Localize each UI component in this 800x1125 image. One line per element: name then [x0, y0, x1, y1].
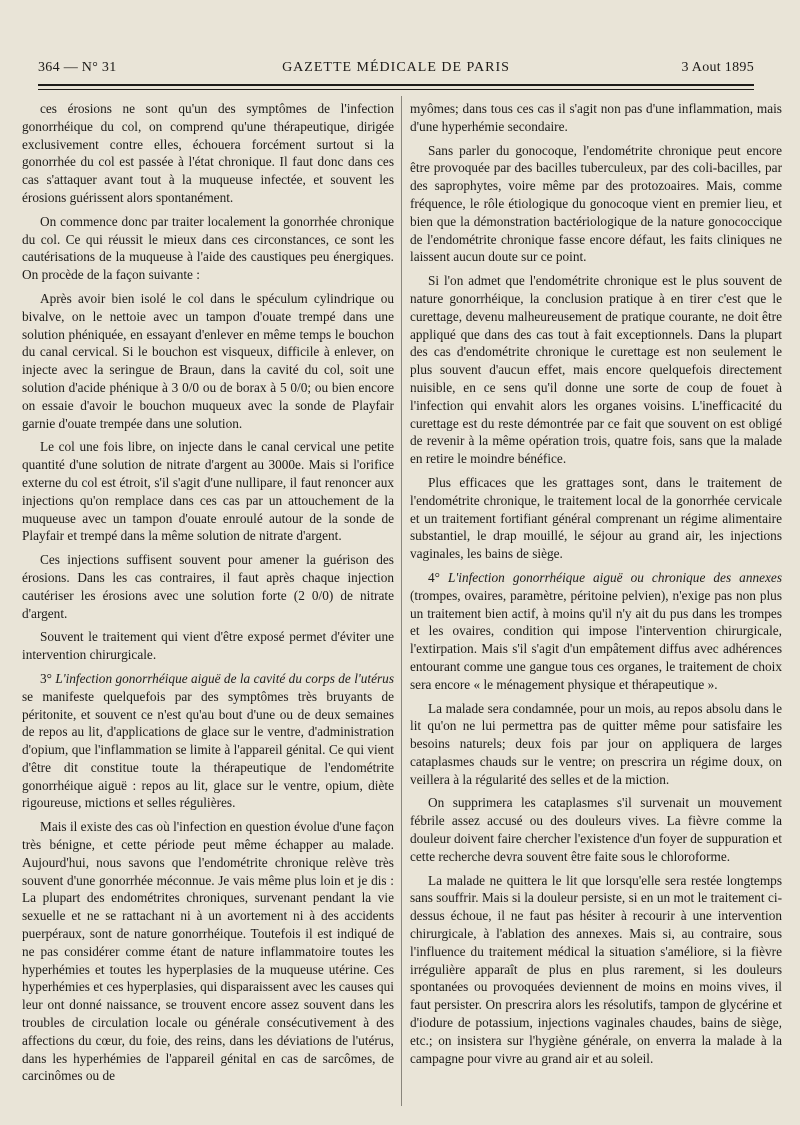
paragraph: [410, 142, 782, 267]
paragraph-text: Si l'on admet que l'endométrite chronique est le plus souvent de nature gonorrhéique, la conclusion pratique à en tirer c'est que le curettage, devenu malheureusement de pratique courante, ne doit être appliqué que dans des cas tout à fait exceptionnels. Dans la plupart des cas d'endométrite chronique le curettage est non seulement le plus souvent d'aucun effet, mais encore quelquefois directement nuisible, en ce sens qu'il donne une sorte de coup de fouet à l'infection qui envahit alors les organes voisins. L'inefficacité du curettage est du reste démontrée par ce fait que souvent on est obligé de revenir à la même opération trois, quatre fois, sans que la malade en retire le moindre bénéfice.: [410, 273, 782, 467]
paragraph: [22, 628, 394, 664]
paragraph-text: On commence donc par traiter localement la gonorrhée chronique du col. Ce qui réussit le mieux dans ces circonstances, ce sont les cautérisations de la muqueuse à l'aide des caustiques peu énergiques. On procède de la façon suivante :: [22, 213, 394, 283]
page-issue-number: 364 — N° 31: [38, 60, 117, 75]
paragraph: [22, 100, 394, 207]
paragraph: [410, 272, 782, 468]
paragraph: [410, 100, 782, 136]
paragraph-text: On supprimera les cataplasmes s'il survenait un mouvement fébrile assez accusé ou des douleurs vives. La fièvre comme la douleur doivent faire chercher l'existence d'un foyer de suppuration et cette recherche devra souvent être faite sous le chloroforme.: [410, 795, 782, 864]
section-number: 3°: [40, 670, 56, 686]
section-number: 4°: [428, 569, 449, 585]
paragraph: [22, 213, 394, 284]
paragraph-text: Sans parler du gonocoque, l'endométrite chronique peut encore être provoquée par des bacilles tuberculeux, par des coli-bacilles, par des saprophytes, voire même par des protozoaires. Mais, comme fréquence, le rôle étiologique du gonocoque vient en premier lieu, et bien que la démonstration bactériologique de la nature gonococcique de l'endométrite chronique fasse encore défaut, les faits cliniques ne laissent aucun doute sur ce point.: [410, 142, 782, 265]
paragraph-text: La malade sera condamnée, pour un mois, au repos absolu dans le lit qu'on ne lui permettra pas de quitter même pour satisfaire les besoins naturels; deux fois par jour on appliquera de larges cataplasmes chauds sur le ventre; on prescrira un régime doux, on veillera à la régularité des selles et de la miction.: [410, 700, 782, 787]
paragraph: [410, 794, 782, 865]
journal-title: GAZETTE MÉDICALE DE PARIS: [282, 60, 510, 75]
paragraph-text: Souvent le traitement qui vient d'être exposé permet d'éviter une intervention chirurgicale.: [22, 629, 394, 663]
paragraph: [22, 818, 394, 1085]
header-rule-thin: [38, 89, 754, 90]
paragraph: [410, 872, 782, 1068]
running-header: [38, 60, 754, 82]
section-heading-italic: L'infection gonorrhéique aiguë de la cavité du corps de l'utérus: [55, 670, 394, 686]
paragraph: [22, 438, 394, 545]
right-text-column: [410, 100, 782, 1110]
paragraph-text: (trompes, ovaires, paramètre, péritoine pelvien), n'exige pas non plus un traitement bien actif, à moins qu'il n'y ait du pus dans les trompes et les ovaires, condition qui impose l'intervention chirurgicale, l'extirpation. Mais s'il s'agit d'un empâtement diffus avec adhérences entourant comme une gangue tous ces organes, le traitement de choix sera encore « le ménagement physique et thérapeutique ».: [410, 587, 782, 692]
paragraph: [410, 700, 782, 789]
paragraph: [22, 670, 394, 812]
paragraph: [22, 551, 394, 622]
column-divider: [401, 96, 402, 1106]
header-rule-thick: [38, 84, 754, 86]
paragraph: [22, 290, 394, 432]
paragraph-text: Le col une fois libre, on injecte dans le canal cervical une petite quantité d'une solution de nitrate d'argent au 3000e. Mais si l'orifice externe du col est étroit, s'il s'agit d'une nullipare, il faut renoncer aux injections qu'on remplace dans ces cas par un attouchement de la muqueuse avec un tampon d'ouate enroulé autour de la sonde de Playfair et trempé dans la même solution de nitrate d'argent.: [22, 439, 394, 544]
paragraph-text: Mais il existe des cas où l'infection en question évolue d'une façon très bénigne, et cette période peut même échapper au malade. Aujourd'hui, nous savons que l'endométrite chronique relève très souvent d'une gonorrhée méconnue. Je vais même plus loin et je dis : La plupart des endométrites chroniques, survenant pendant la vie sexuelle et ne se rattachant ni à un avortement ni à des accidents puerpéraux, sont de nature gonorrhéique. Toutefois il est indiqué de ne pas considérer comme étant de nature inflammatoire toutes les hyperhémies et toutes les hyperplasies de la muqueuse utérine. Ces hyperhémies et ces hyperplasies, qui disparaissent avec les causes qui leur ont donné naissance, se trouvent encore assez souvent dans les troubles de circulation locale ou générale consécutivement à des affections du cœur, du foie, des reins, dans les déviations de l'utérus, dans les hyperhémies de l'appareil génital en cas de sarcômes, de carcinômes ou de: [22, 819, 394, 1084]
paragraph-text: se manifeste quelquefois par des symptômes très bruyants de péritonite, et souvent ce n'est qu'au bout d'une ou de deux semaines de repos au lit, d'applications de glace sur le ventre, d'administration d'opium, que l'inflammation se limite à l'appareil génital. Ce qui vient d'être dit constitue toute la thérapeutique de l'endométrite gonorrhéique aiguë : repos au lit, glace sur le ventre, opium, diète rigoureuse, mictions et selles régulières.: [22, 688, 394, 811]
paragraph-text: myômes; dans tous ces cas il s'agit non pas d'une inflammation, mais d'une hyperhémie secondaire.: [410, 101, 782, 134]
paragraph-text: Après avoir bien isolé le col dans le spéculum cylindrique ou bivalve, on le nettoie avec un tampon d'ouate trempé dans une solution phéniquée, en essayant d'enlever en même temps le bouchon du canal cervical. Si le bouchon est visqueux, difficile à enlever, on injecte avec la seringue de Braun, dans la cavité du col, soit une solution d'acide phénique à 3 0/0 ou de borax à 5 0/0; ou bien encore on essaie d'avoir le bouchon muqueux avec la sonde de Playfair garnie d'ouate trempée dans une solution.: [22, 290, 394, 431]
section-heading-italic: L'infection gonorrhéique aiguë ou chronique des annexes: [448, 569, 782, 585]
paragraph-text: Plus efficaces que les grattages sont, dans le traitement de l'endométrite chronique, le traitement local de la gonorrhée cervicale et un traitement fortifiant général comprenant un régime alimentaire substantiel, le drap mouillé, le séjour au grand air, les injections vaginales, les bains de siège.: [410, 474, 782, 562]
paragraph-text: La malade ne quittera le lit que lorsqu'elle sera restée longtemps sans souffrir. Mais si la douleur persiste, si en un mot le traitement ci-dessus échoue, il ne faut pas hésiter à recourir à une intervention chirurgicale, à l'ablation des annexes. Mais si, au contraire, sous l'influence du traitement médical la situation s'améliore, si la fièvre irrégulière apparaît de plus en plus rarement, si les douleurs spontanées ou provoquées deviennent de moins en moins vives, il faut persister. On prescrira alors les résolutifs, tampon de glycérine et d'iodure de potassium, injections vaginales chaudes, bains de siège, etc.; on insistera sur l'hygiène générale, on enverra la malade à la campagne pour vivre au grand air et au soleil.: [410, 872, 782, 1066]
paragraph-text: Ces injections suffisent souvent pour amener la guérison des érosions. Dans les cas contraires, il faut après chaque injection cautériser les érosions avec une solution forte (2 0/0) de nitrate d'argent.: [22, 552, 394, 621]
paragraph: [410, 474, 782, 563]
paragraph: [410, 569, 782, 694]
paragraph-text: ces érosions ne sont qu'un des symptômes de l'infection gonorrhéique du col, on comprend qu'une thérapeutique, dirigée exclusivement contre elles, échouera forcément surtout si la gonorrhée du col est passée à l'état chronique. Il faut donc dans ces cas s'attaquer avant tout à la muqueuse infectée, et souvent les érosions guérissent alors spontanément.: [22, 101, 394, 205]
left-text-column: [22, 100, 394, 1110]
issue-date: 3 Aout 1895: [681, 60, 754, 75]
